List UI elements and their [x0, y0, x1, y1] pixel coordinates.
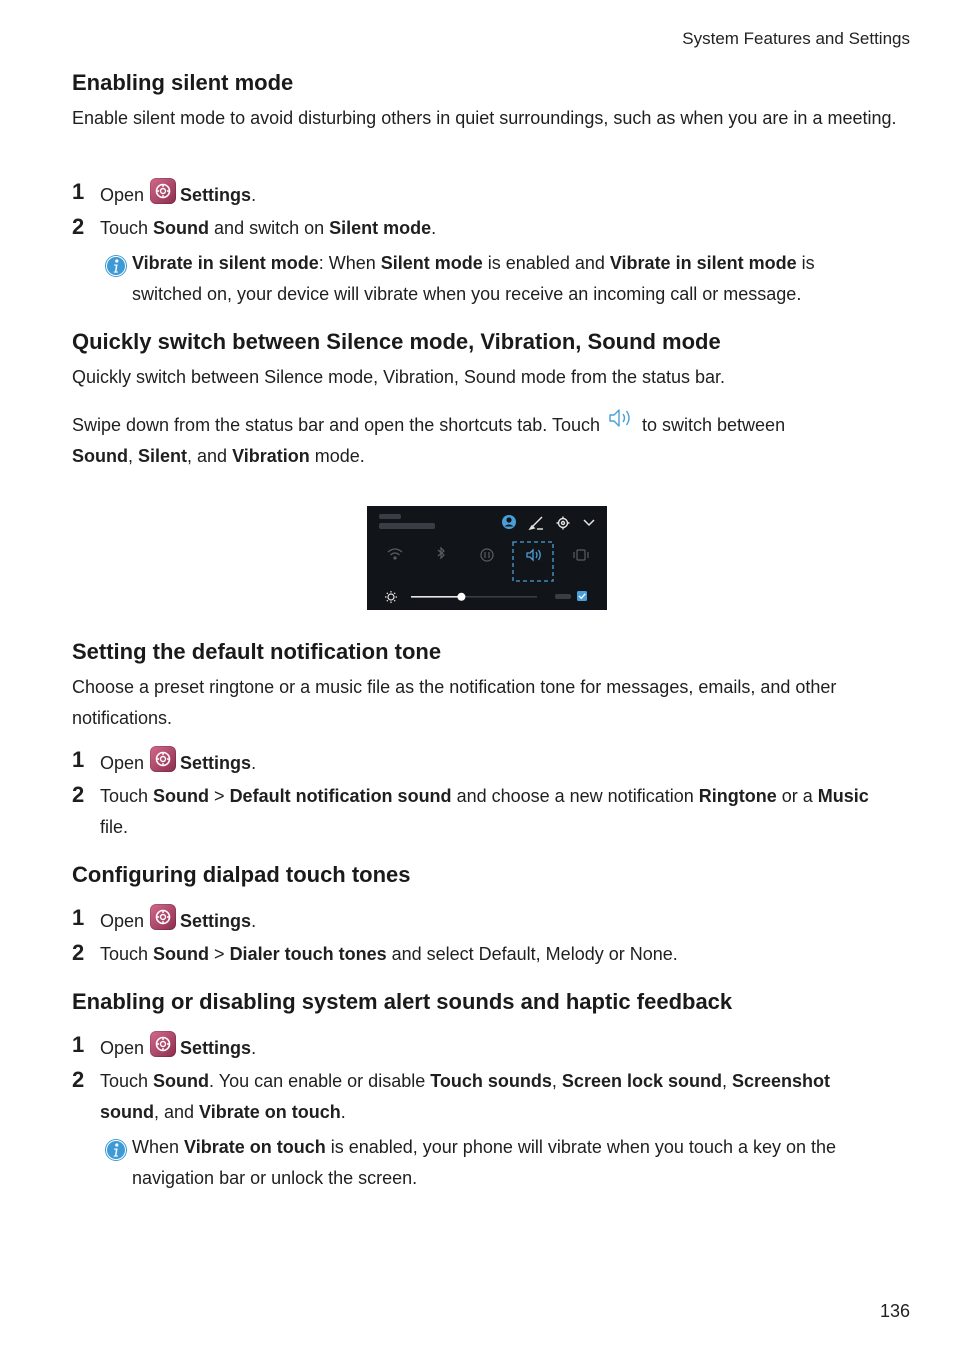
silent-note	[104, 248, 884, 310]
bold: Vibration	[232, 446, 310, 466]
bold: Sound	[153, 1071, 210, 1091]
alert-note	[104, 1132, 884, 1194]
info-icon	[104, 1138, 128, 1172]
notification-shade-screenshot	[367, 506, 607, 610]
bold: Ringtone	[698, 786, 777, 806]
text: >	[209, 944, 230, 964]
settings-app-icon	[150, 904, 176, 930]
text: Touch	[100, 218, 154, 238]
dialpad-step-2	[72, 939, 892, 970]
text: and select Default, Melody or None.	[386, 944, 678, 964]
page-number: 136	[879, 1301, 910, 1321]
text: , and	[154, 1102, 200, 1122]
settings-app-icon	[150, 746, 176, 772]
bold: Sound	[153, 944, 210, 964]
step-number: 2	[72, 940, 85, 965]
text: and switch on	[209, 218, 330, 238]
bold: Screenshot sound	[100, 1071, 831, 1122]
user-icon	[502, 515, 516, 529]
text: : When	[318, 253, 381, 273]
step-text: Open	[100, 1038, 145, 1058]
heading-quick-switch: Quickly switch between Silence mode, Vibration, Sound mode	[72, 329, 721, 354]
text: Swipe down from the status bar and open the shortcuts tab. Touch	[72, 415, 600, 435]
quick-swipe-text	[72, 407, 902, 472]
text: is switched on, your device will vibrate when you receive an incoming call or message.	[132, 253, 815, 304]
bold: Vibrate in silent mode	[609, 253, 797, 273]
text: ,	[721, 1071, 732, 1091]
step-text: Open	[100, 185, 145, 205]
settings-app-label: Settings	[180, 1038, 252, 1058]
step-number: 2	[72, 1067, 85, 1092]
step-punct: .	[251, 753, 257, 773]
text: . You can enable or disable	[209, 1071, 431, 1091]
alert-step-2	[72, 1066, 892, 1128]
step-number: 1	[72, 905, 85, 930]
heading-notification-tone: Setting the default notification tone	[72, 639, 442, 664]
text: When	[132, 1137, 185, 1157]
brightness-slider-knob	[457, 593, 465, 601]
step-number: 1	[72, 1032, 85, 1057]
heading-dialpad-tones: Configuring dialpad touch tones	[72, 862, 411, 887]
bold: Touch sounds	[430, 1071, 552, 1091]
text: ,	[551, 1071, 562, 1091]
text: or a	[776, 786, 818, 806]
bold: Vibrate on touch	[199, 1102, 341, 1122]
step-number: 2	[72, 782, 85, 807]
bold: Silent mode	[380, 253, 483, 273]
bold-silent-mode: Silent mode	[329, 218, 432, 238]
auto-brightness-checkbox	[577, 591, 587, 601]
heading-alert-haptic: Enabling or disabling system alert sounds and haptic feedback	[72, 989, 733, 1014]
blurred-date-text	[379, 523, 435, 529]
text: >	[209, 786, 230, 806]
step-number: 2	[72, 214, 85, 239]
step-punct: .	[251, 911, 257, 931]
text: Touch	[100, 944, 154, 964]
text: Touch	[100, 1071, 154, 1091]
text: file.	[100, 817, 129, 837]
step-number: 1	[72, 179, 85, 204]
bold: Screen lock sound	[561, 1071, 722, 1091]
tone-intro: Choose a preset ringtone or a music file as the notification tone for messages, emails, and other notifications.	[72, 677, 837, 728]
text: , and	[187, 446, 233, 466]
tone-step-1	[72, 746, 892, 779]
alert-step-1	[72, 1031, 892, 1064]
bold: Dialer touch tones	[229, 944, 387, 964]
settings-app-icon	[150, 1031, 176, 1057]
step-number: 1	[72, 747, 85, 772]
quick-intro: Quickly switch between Silence mode, Vibration, Sound mode from the status bar.	[72, 367, 726, 387]
bold: Silent	[138, 446, 188, 466]
text: .	[340, 1102, 346, 1122]
brightness-fill	[411, 596, 461, 598]
step-punct: .	[251, 1038, 257, 1058]
text: .	[431, 218, 437, 238]
silent-step-1	[72, 178, 892, 211]
text: to switch between	[642, 415, 786, 435]
info-icon	[104, 254, 128, 288]
bold: Sound	[72, 446, 128, 466]
settings-app-label: Settings	[180, 753, 252, 773]
blurred-auto-text	[555, 594, 571, 599]
settings-app-label: Settings	[180, 185, 252, 205]
step-text: Open	[100, 911, 145, 931]
bold: Default notification sound	[229, 786, 452, 806]
settings-app-label: Settings	[180, 911, 252, 931]
text: and choose a new notification	[451, 786, 699, 806]
bold-sound: Sound	[153, 218, 210, 238]
blurred-time-text	[379, 514, 401, 519]
bold: Sound	[153, 786, 210, 806]
text: ,	[128, 446, 139, 466]
bold: Vibrate in silent mode	[132, 253, 319, 273]
sound-volume-icon	[608, 407, 636, 439]
text: is enabled and	[482, 253, 610, 273]
text: is enabled, your phone will vibrate when you touch a key on the navigation bar or unlock the screen.	[132, 1137, 837, 1188]
text: mode.	[309, 446, 365, 466]
silent-intro: Enable silent mode to avoid disturbing others in quiet surroundings, such as when you are in a meeting.	[72, 108, 897, 128]
step-text: Open	[100, 753, 145, 773]
text: Touch	[100, 786, 154, 806]
heading-enabling-silent-mode: Enabling silent mode	[72, 70, 294, 95]
tone-step-2	[72, 781, 892, 843]
bold: Music	[817, 786, 869, 806]
silent-step-2	[72, 213, 892, 244]
step-punct: .	[251, 185, 257, 205]
bold: Vibrate on touch	[184, 1137, 326, 1157]
running-header: System Features and Settings	[682, 29, 910, 48]
dialpad-step-1	[72, 904, 892, 937]
settings-app-icon	[150, 178, 176, 204]
